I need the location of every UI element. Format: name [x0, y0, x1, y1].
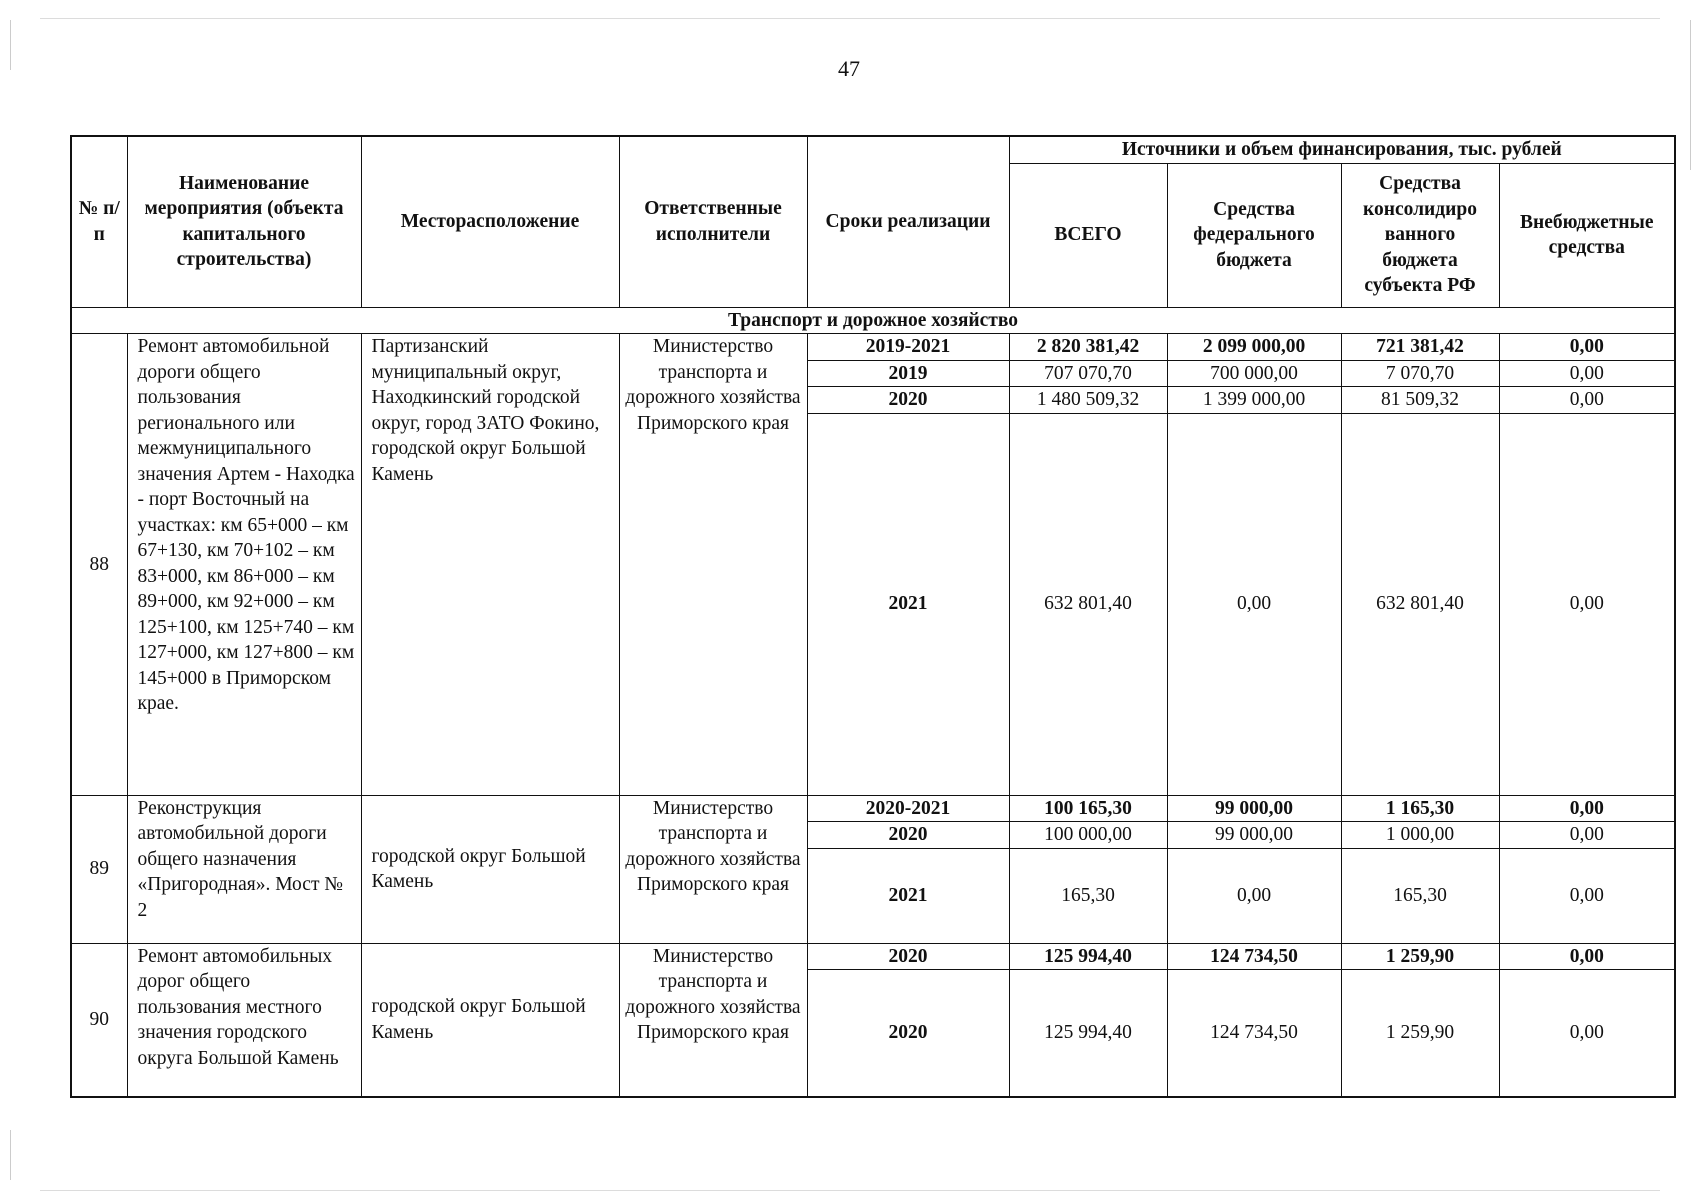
section-title: Транспорт и дорожное хозяйство [71, 307, 1675, 334]
row-88-federal-2020: 1 399 000,00 [1167, 387, 1341, 414]
scan-artifact-left-low [10, 1130, 11, 1180]
row-89-total-2021: 165,30 [1009, 848, 1167, 943]
row-88-extra-2021: 0,00 [1499, 413, 1675, 795]
row-89-total-sum: 100 165,30 [1009, 795, 1167, 822]
header-num: № п/п [71, 136, 127, 307]
page-number: 47 [838, 56, 860, 81]
row-89-name: Реконструкция автомобильной дороги общего назначения «Пригородная». Мост № 2 [127, 795, 361, 943]
row-88-total-2019: 707 070,70 [1009, 360, 1167, 387]
row-90-total-2020: 125 994,40 [1009, 970, 1167, 1097]
row-88-consolidated-2020: 81 509,32 [1341, 387, 1499, 414]
row-89-extra-sum: 0,00 [1499, 795, 1675, 822]
row-89-extra-2021: 0,00 [1499, 848, 1675, 943]
row-89-consolidated-2020: 1 000,00 [1341, 822, 1499, 849]
row-88-federal-2021: 0,00 [1167, 413, 1341, 795]
row-88-extra-sum: 0,00 [1499, 334, 1675, 361]
row-90-name: Ремонт автомобильных дорог общего пользования местного значения городского округа Большой Камень [127, 943, 361, 1097]
row-90-consolidated-sum: 1 259,90 [1341, 943, 1499, 970]
row-89-num: 89 [71, 795, 127, 943]
row-90-consolidated-2020: 1 259,90 [1341, 970, 1499, 1097]
header-location: Месторасположение [361, 136, 619, 307]
row-90-period-2020: 2020 [807, 970, 1009, 1097]
row-89-consolidated-2021: 165,30 [1341, 848, 1499, 943]
row-88-extra-2019: 0,00 [1499, 360, 1675, 387]
row-88-total-2021: 632 801,40 [1009, 413, 1167, 795]
row-88-period-2019: 2019 [807, 360, 1009, 387]
scan-artifact-right [1690, 20, 1691, 170]
row-89-total-2020: 100 000,00 [1009, 822, 1167, 849]
scan-artifact-bottom [40, 1190, 1660, 1191]
row-88-consolidated-sum: 721 381,42 [1341, 334, 1499, 361]
row-88-period-2020: 2020 [807, 387, 1009, 414]
row-88-total-sum: 2 820 381,42 [1009, 334, 1167, 361]
row-90-extra-2020: 0,00 [1499, 970, 1675, 1097]
row-88-total-2020: 1 480 509,32 [1009, 387, 1167, 414]
row-88-consolidated-2019: 7 070,70 [1341, 360, 1499, 387]
header-financing-group: Источники и объем финансирования, тыс. рублей [1009, 136, 1675, 163]
row-88-extra-2020: 0,00 [1499, 387, 1675, 414]
header-federal: Средства федерального бюджета [1167, 163, 1341, 307]
row-89-responsible: Министерство транспорта и дорожного хозяйства Приморского края [619, 795, 807, 943]
header-responsible: Ответственные исполнители [619, 136, 807, 307]
row-90-federal-2020: 124 734,50 [1167, 970, 1341, 1097]
row-90-total-sum: 125 994,40 [1009, 943, 1167, 970]
row-88-federal-2019: 700 000,00 [1167, 360, 1341, 387]
row-89-location: городской округ Большой Камень [361, 795, 619, 943]
row-89-federal-2021: 0,00 [1167, 848, 1341, 943]
row-89-federal-sum: 99 000,00 [1167, 795, 1341, 822]
header-consolidated: Средства консолидиро ванного бюджета субъекта РФ [1341, 163, 1499, 307]
header-name: Наименование мероприятия (объекта капитального строительства) [127, 136, 361, 307]
row-89-period-2020: 2020 [807, 822, 1009, 849]
row-88-period-total: 2019-2021 [807, 334, 1009, 361]
row-90-location: городской округ Большой Камень [361, 943, 619, 1097]
row-88-num: 88 [71, 334, 127, 796]
row-88-period-2021: 2021 [807, 413, 1009, 795]
row-88-consolidated-2021: 632 801,40 [1341, 413, 1499, 795]
row-90-period-total: 2020 [807, 943, 1009, 970]
row-88-location: Партизанский муниципальный округ, Находкинский городской округ, город ЗАТО Фокино, городской округ Большой Камень [361, 334, 619, 796]
row-88-responsible: Министерство транспорта и дорожного хозяйства Приморского края [619, 334, 807, 796]
row-89-period-2021: 2021 [807, 848, 1009, 943]
header-period: Сроки реализации [807, 136, 1009, 307]
row-88-name: Ремонт автомобильной дороги общего пользования регионального или межмуниципального значения Артем - Находка - порт Восточный на участках: км 65+000 – км 67+130, км 70+102 – км 83+000, км 86+000 – км 89+000, км 92+000 – км 125+100, км 125+740 – км 127+000, км 127+800 – км 145+000 в Приморском крае. [127, 334, 361, 796]
row-90-num: 90 [71, 943, 127, 1097]
row-89-extra-2020: 0,00 [1499, 822, 1675, 849]
row-89-federal-2020: 99 000,00 [1167, 822, 1341, 849]
row-88-federal-sum: 2 099 000,00 [1167, 334, 1341, 361]
row-90-responsible: Министерство транспорта и дорожного хозяйства Приморского края [619, 943, 807, 1097]
financing-table [70, 135, 1676, 1098]
header-total: ВСЕГО [1009, 163, 1167, 307]
row-89-consolidated-sum: 1 165,30 [1341, 795, 1499, 822]
row-89-period-total: 2020-2021 [807, 795, 1009, 822]
scan-artifact-top [40, 18, 1660, 19]
header-extrabudget: Внебюджетные средства [1499, 163, 1675, 307]
row-90-extra-sum: 0,00 [1499, 943, 1675, 970]
row-90-federal-sum: 124 734,50 [1167, 943, 1341, 970]
